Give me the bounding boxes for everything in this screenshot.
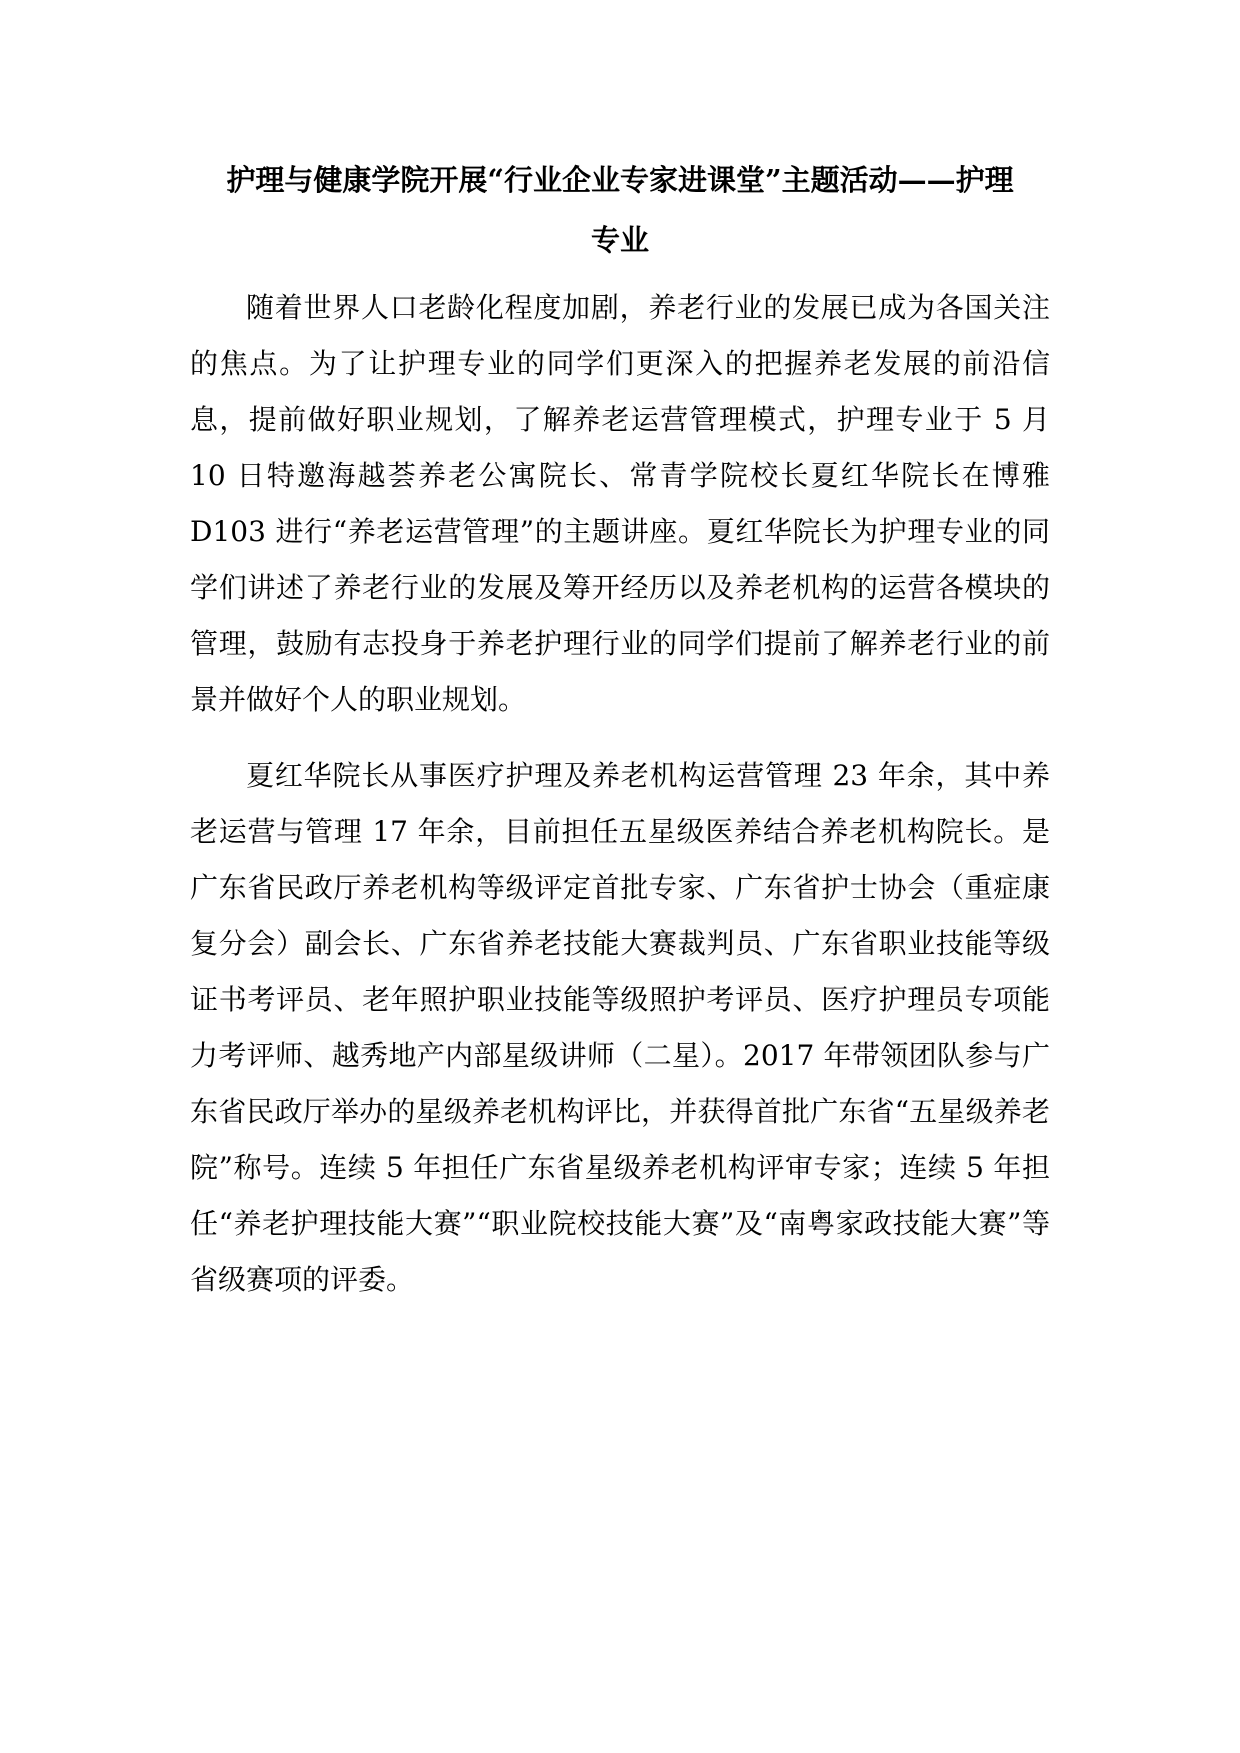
page-title xyxy=(190,150,1050,270)
paragraph-speaker-bio: 夏红华院长从事医疗护理及养老机构运营管理 23 年余，其中养老运营与管理 17 年余，目前担任五星级医养结合养老机构院长。是广东省民政厅养老机构等级评定首批专家、广东省护士协会（重症康复分会）副会长、广东省养老技能大赛裁判员、广东省职业技能等级证书考评员、老年照护职业技能等级照护考评员、医疗护理员专项能力考评师、越秀地产内部星级讲师（二星）。2017 年带领团队参与广东省民政厅举办的星级养老机构评比，并获得首批广东省“五星级养老院”称号。连续 5 年担任广东省星级养老机构评审专家；连续 5 年担任“养老护理技能大赛”“职业院校技能大赛”及“南粤家政技能大赛”等省级赛项的评委。 xyxy=(190,759,1050,1296)
title-line-2: 专业 xyxy=(590,223,649,257)
document-body xyxy=(190,150,1050,1328)
title-line-1: 护理与健康学院开展“行业企业专家进课堂”主题活动——护理 xyxy=(226,163,1014,197)
paragraph-intro: 随着世界人口老龄化程度加剧，养老行业的发展已成为各国关注的焦点。为了让护理专业的同学们更深入的把握养老发展的前沿信息，提前做好职业规划，了解养老运营管理模式，护理专业于 5 月 10 日特邀海越荟养老公寓院长、常青学院校长夏红华院长在博雅 D103 进行“养老运营管理”的主题讲座。夏红华院长为护理专业的同学们讲述了养老行业的发展及筹开经历以及养老机构的运营各模块的管理，鼓励有志投身于养老护理行业的同学们提前了解养老行业的前景并做好个人的职业规划。 xyxy=(190,291,1050,716)
